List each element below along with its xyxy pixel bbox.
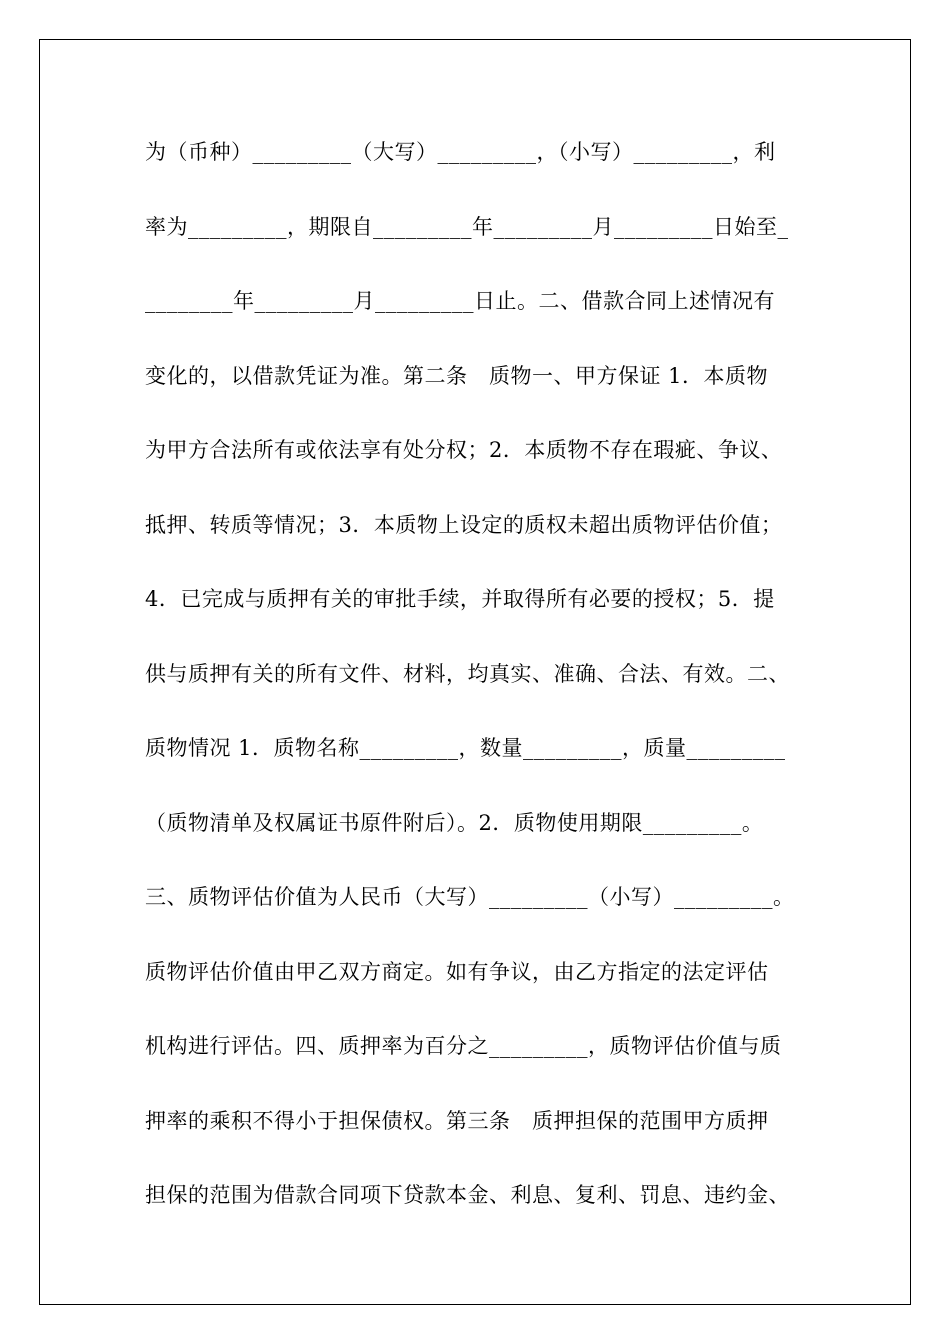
text-line-2: 率为_________，期限自_________年_________月_________日始至_: [145, 214, 789, 239]
text-line-9: 质物情况 1．质物名称_________，数量_________，质量_________: [145, 736, 786, 760]
document-body: [145, 132, 810, 1250]
text-line-7: 4．已完成与质押有关的审批手续，并取得所有必要的授权；5．提: [145, 587, 775, 611]
text-line-15: 担保的范围为借款合同项下贷款本金、利息、复利、罚息、违约金、: [145, 1183, 790, 1207]
text-line-10: （质物清单及权属证书原件附后）。2．质物使用期限_________。: [145, 810, 764, 835]
text-line-4: 变化的，以借款凭证为准。第二条 质物一、甲方保证 1．本质物: [145, 363, 769, 388]
text-line-6: 抵押、转质等情况；3．本质物上设定的质权未超出质物评估价值；: [145, 512, 783, 537]
text-line-8: 供与质押有关的所有文件、材料，均真实、准确、合法、有效。二、: [145, 661, 790, 686]
text-line-14: 押率的乘积不得小于担保债权。第三条 质押担保的范围甲方质押: [145, 1108, 769, 1133]
text-line-12: 质物评估价值由甲乙双方商定。如有争议，由乙方指定的法定评估: [145, 959, 769, 984]
text-line-3: ________年_________月_________日止。二、借款合同上述情况有: [145, 289, 775, 313]
text-line-11: 三、质物评估价值为人民币（大写）_________（小写）_________。: [145, 885, 795, 909]
text-line-13: 机构进行评估。四、质押率为百分之_________，质物评估价值与质: [145, 1034, 782, 1058]
text-line-5: 为甲方合法所有或依法享有处分权；2．本质物不存在瑕疵、争议、: [145, 438, 783, 462]
text-line-1: 为（币种）_________（大写）_________，（小写）_________，利: [145, 140, 776, 164]
